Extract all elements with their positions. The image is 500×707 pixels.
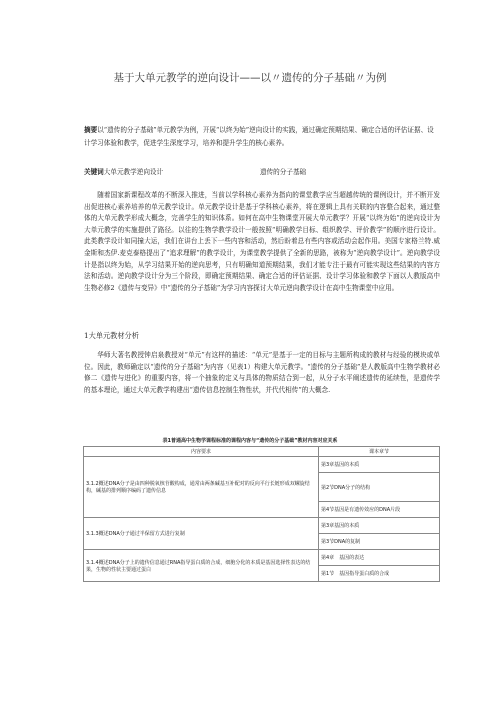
- table-cell-chapter: 第1节 基因指导蛋白质的合成: [318, 566, 439, 582]
- section-paragraph: 华师大著名教授钟启泉教授对“单元”有这样的描述：“单元”是基于一定的目标与主题所构成的教材与经验的模块或单位。因此，教师确定以“遗传的分子基础”为内容（见表1）构建大单元教学。“遗传的分子基础”是人教版高中生物学教材必修二《遗传与进化》的重要内容，将一个抽象的定义与具体的物质结合到一起，从分子水平阐述遗传的延续性，是遗传学的基本理论，通过大单元教学构建出“遗传信息控制生物性状，并代代相传”的大概念.: [84, 351, 440, 394]
- abstract-label: 摘要: [84, 126, 98, 134]
- table-cell-chapter: 第3节DNA的复制: [318, 534, 439, 550]
- table-cell-chapter: 第4章 基因的表达: [318, 550, 439, 566]
- section-heading: 1大单元教材分析: [84, 331, 139, 340]
- keywords-primary: 大单元教学逆向设计: [103, 168, 164, 176]
- page-title: 基于大单元教学的逆向设计——以〃遗传的分子基础〃为例: [113, 72, 387, 84]
- table-cell-requirement: 3.1.4概述DNA分子上的遗传信息通过RNA指导蛋白质的合成，细胞分化的本质是基因选择性表达的结果，生物的性状主要通过蛋白: [84, 550, 319, 582]
- table-cell-requirement: 3.1.2概述DNA分子是由四种脱氧核苷酸构成，通常由两条碱基互补配对的反向平行长链形成双螺旋结构，碱基的排列顺序编码了遗传信息: [84, 457, 319, 518]
- table-cell-chapter: 第3章基因的本质: [318, 518, 439, 534]
- table-caption: 表1普通高中生物学课程标准的课程内容与“遗传的分子基础”教材内容对应关系: [162, 438, 338, 444]
- table-row: [84, 550, 440, 566]
- table-header-chapter: 课本章节: [318, 447, 439, 457]
- table-cell-requirement: 3.1.3概述DNA分子通过半保留方式进行复制: [84, 518, 319, 550]
- abstract-text: 以“遗传的分子基础”单元教学为例，开展“以终为始”逆向设计的实践，通过确定预期结果、确定合适的评估证据、设计学习体验和教学，促进学生深度学习，培养和提升学生的核心素养。: [84, 126, 434, 147]
- curriculum-table: [83, 446, 440, 582]
- keywords-secondary: 遗传的分子基础: [260, 168, 307, 176]
- table-cell-chapter: 第3章基因的本质: [318, 457, 439, 473]
- table-header-requirement: 内容要求: [84, 447, 319, 457]
- table-header-row: [84, 447, 440, 457]
- keywords-label: 关键词: [84, 168, 104, 176]
- keywords: [84, 166, 440, 176]
- table-cell-chapter: 第4节基因是有遗传效应的DNA片段: [318, 502, 439, 518]
- intro-paragraph: 随着国家新课程改革的不断深入推进，当前以学科核心素养为指向的课堂教学应当超越传统的课例设计，并不断开发出促进核心素养培养的单元教学设计。单元教学设计是基于学科核心素养，将在逻辑上具有关联的内容整合起来，通过整体的大单元教学形成大概念，完善学生的知识体系。如何在高中生物课堂开展大单元教学？开展“以终为始”的逆向设计为大单元教学的实施提供了路径。以往的生物学教学设计一般按照“明确教学目标、组织教学、评价教学”的顺序进行设计。此类教学设计如同撞大运，我们在讲台上丢下一些内容和活动，然后盼着总有些内容或活动会起作用。美国专家格兰特.威金斯和杰伊.麦克泰格提出了“追求理解”的教学设计，为课堂教学提供了全新的思路，被称为“逆向教学设计”。逆向教学设计是指以终为始，从学习结果开始的逆向思考，只有明确知道预期结果，我们才能专注于最有可能实现这些结果的内容方法和活动。逆向教学设计分为三个阶段，即确定预期结果、确定合适的评估证据、设计学习体验和教学下面以人教版高中生物必修2《遗传与变异》中“遗传的分子基础”为学习内容探讨大单元逆向教学设计在高中生物课堂中应用。: [84, 191, 440, 292]
- table-row: [84, 457, 440, 473]
- table-row: [84, 518, 440, 534]
- table-cell-chapter: 第2节DNA分子的结构: [318, 473, 439, 502]
- abstract: [84, 124, 440, 150]
